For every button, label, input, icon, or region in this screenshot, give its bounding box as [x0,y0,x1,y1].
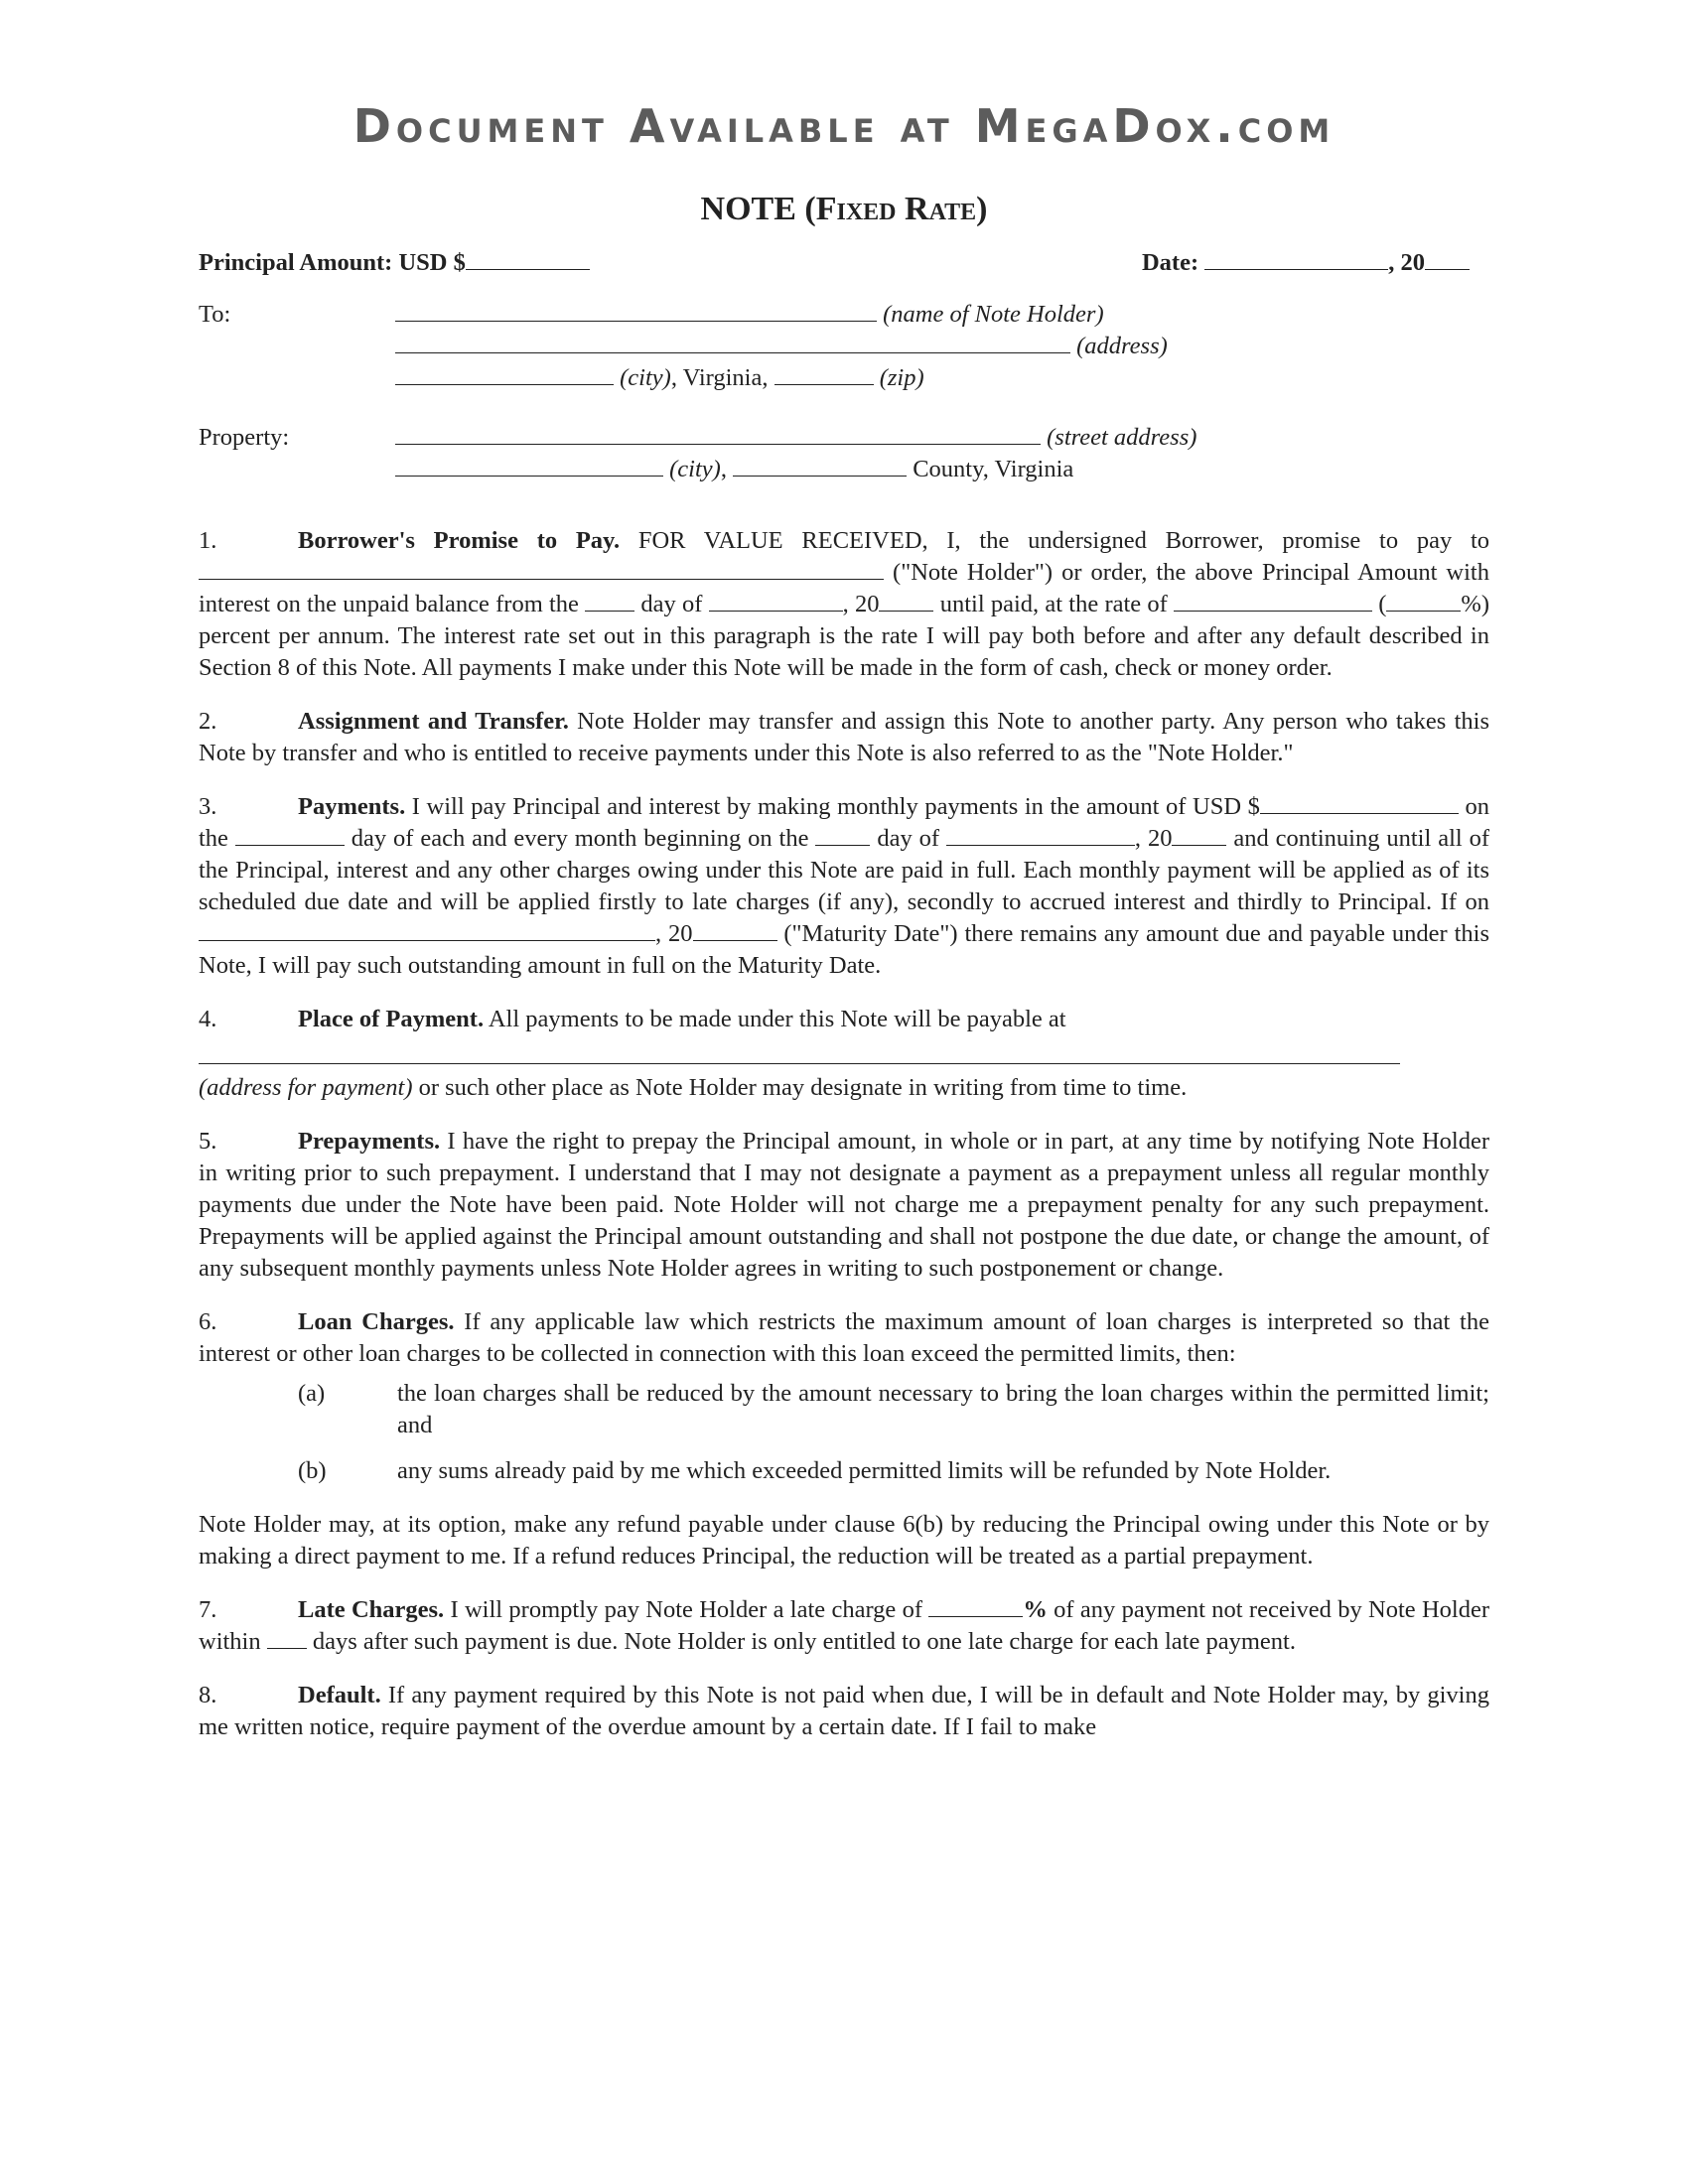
watermark: Document Available at MegaDox.com [352,99,1336,153]
late-charge-blank[interactable] [928,1594,1023,1617]
maturity-year-blank[interactable] [693,918,777,941]
property-block: Property: (street address) (city), County, Virginia [199,422,1489,485]
year-blank[interactable] [1425,247,1470,270]
rate-percent-blank[interactable] [1386,589,1461,612]
section-3: 3. Payments. I will pay Principal and interest by making monthly payments in the amount of USD $ on the day of each and every month beginning on the day of , 20 and continuing until all of the Principal, interest and any other charges owing under this Note are paid in full. Each monthly payment will be applied as of its scheduled due date and will be applied firstly to late charges (if any), secondly to accrued interest and thirdly to Principal. If on , 20 ("Maturity Date") there remains any amount due and payable under this Note, I will pay such outstanding amount in full on the Maturity Date. [199,793,1489,979]
holder-address-blank[interactable] [395,331,1070,353]
property-street-blank[interactable] [395,422,1041,445]
payment-amount-blank[interactable] [1260,791,1459,814]
grace-days-blank[interactable] [267,1626,307,1649]
month-blank[interactable] [709,589,843,612]
section-2: 2. Assignment and Transfer. Note Holder may transfer and assign this Note to another party. Any person who takes this Note by transfer and who is entitled to receive payments under this Note is also referred to as the "Note Holder." [199,708,1489,766]
payment-day-blank[interactable] [235,823,345,846]
document-title: NOTE (Fixed Rate) [700,191,988,227]
document-page [199,191,1490,1765]
principal-blank[interactable] [466,247,590,270]
section-6-b: (b) any sums already paid by me which exceeded permitted limits will be refunded by Note Holder. [298,1457,1332,1484]
holder-name-blank[interactable] [395,299,877,322]
start-month-blank[interactable] [946,823,1135,846]
to-label: To: [199,301,231,328]
day-blank[interactable] [585,589,634,612]
principal-amount: Principal Amount: USD $ [199,247,590,279]
year-blank-2[interactable] [879,589,933,612]
property-label: Property: [199,424,290,451]
section-5: 5. Prepayments. I have the right to prepay the Principal amount, in whole or in part, at any time by notifying Note Holder in writing prior to such prepayment. I understand that I may not designate a payment as a prepayment unless all regular monthly payments due under the Note have been paid. Note Holder will not charge me a prepayment penalty for any such prepayment. Prepayments will be applied against the Principal amount outstanding and shall not postpone the due date, or change the amount, of any subsequent monthly payments unless Note Holder agrees in writing to such postponement or change. [199,1128,1489,1282]
to-block: To: (name of Note Holder) (address) (city), Virginia, (zip) [199,299,1489,394]
holder-zip-blank[interactable] [774,362,874,385]
start-day-blank[interactable] [815,823,870,846]
date-field: Date: , 20 [1142,247,1470,279]
section-6: 6. Loan Charges. If any applicable law which restricts the maximum amount of loan charges is interpreted so that the interest or other loan charges to be collected in connection with this loan exceed the permitted limits, then: [199,1308,1489,1367]
rate-words-blank[interactable] [1174,589,1372,612]
header-row [199,247,1489,279]
start-year-blank[interactable] [1172,823,1226,846]
date-blank[interactable] [1204,247,1388,270]
property-city-blank[interactable] [395,454,663,477]
maturity-date-blank[interactable] [199,918,655,941]
section-8: 8. Default. If any payment required by this Note is not paid when due, I will be in default and Note Holder may, by giving me written notice, require payment of the overdue amount by a certain date. If I fail to make [199,1682,1489,1740]
section-1: 1. Borrower's Promise to Pay. FOR VALUE RECEIVED, I, the undersigned Borrower, promise to pay to ("Note Holder") or order, the above Principal Amount with interest on the unpaid balance from the day of , 20 until paid, at the rate of ( %) percent per annum. The interest rate set out in this paragraph is the rate I will pay both before and after any default described in Section 8 of this Note. All payments I make under this Note will be made in the form of cash, check or money order. [199,527,1490,681]
holder-city-blank[interactable] [395,362,614,385]
property-county-blank[interactable] [733,454,907,477]
section-4: 4. Place of Payment. All payments to be made under this Note will be payable at (address for payment) or such other place as Note Holder may designate in writing from time to time. [199,1004,1489,1104]
section-7: 7. Late Charges. I will promptly pay Note Holder a late charge of % of any payment not received by Note Holder within days after such payment is due. Note Holder is only entitled to one late charge for each late payment. [199,1596,1490,1655]
section-6-a: (a) the loan charges shall be reduced by the amount necessary to bring the loan charges within the permitted limit; and [298,1380,1489,1438]
payment-address-blank[interactable] [199,1041,1400,1064]
payee-blank[interactable] [199,557,884,580]
section-6-after: Note Holder may, at its option, make any refund payable under clause 6(b) by reducing the Principal owing under this Note or by making a direct payment to me. If a refund reduces Principal, the reduction will be treated as a partial prepayment. [199,1511,1489,1570]
